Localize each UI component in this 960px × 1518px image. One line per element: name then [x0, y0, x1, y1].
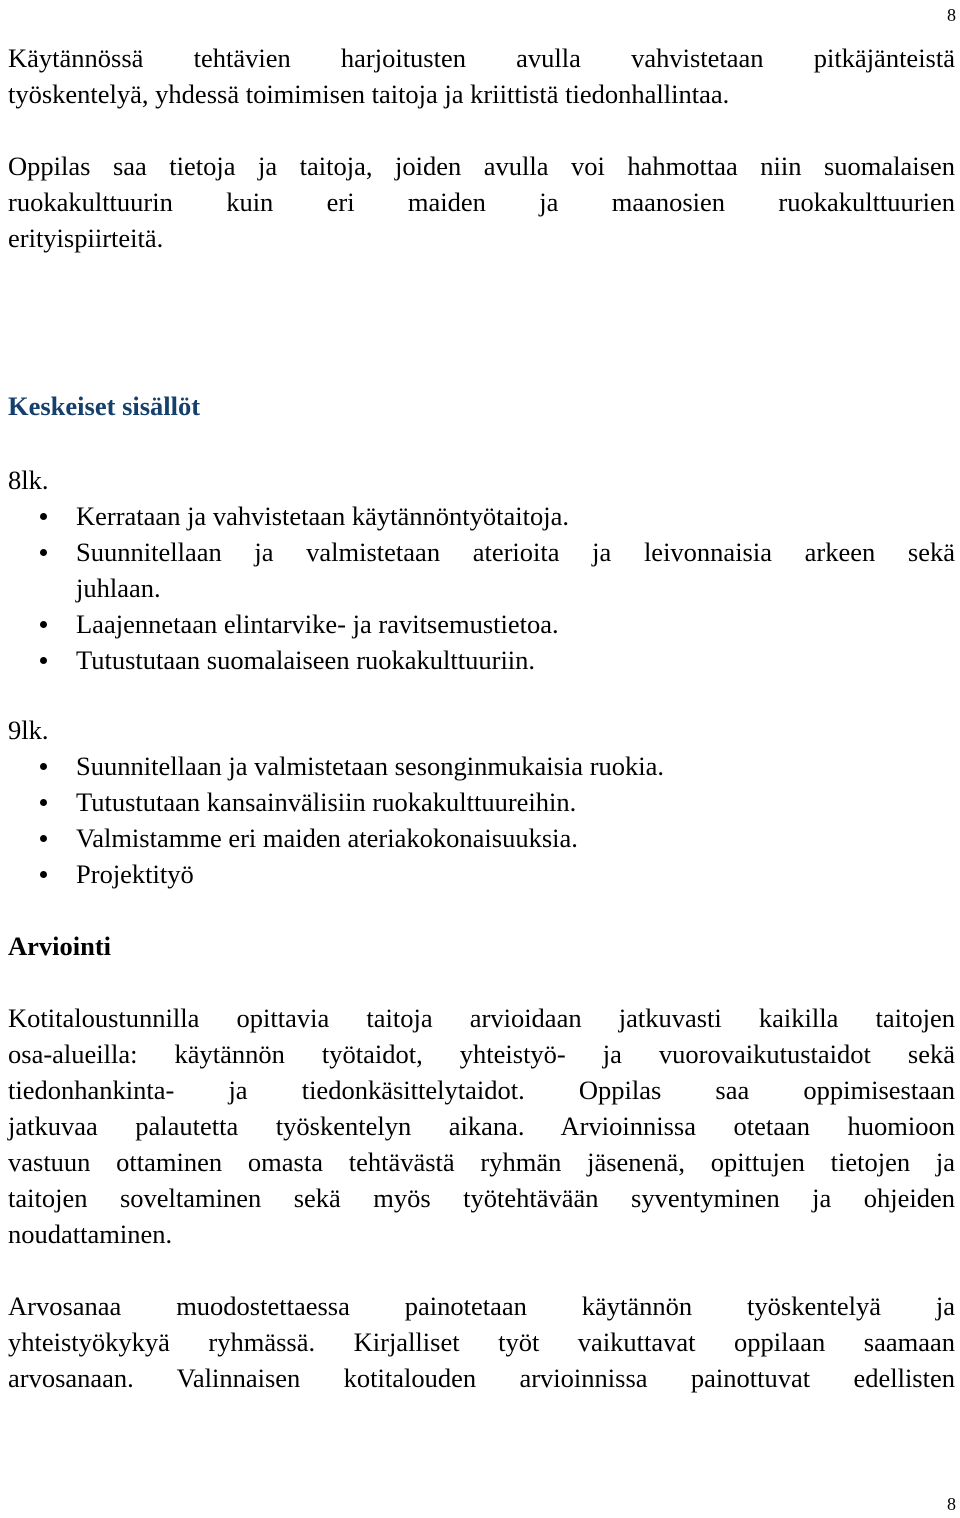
text-line: vastuun ottaminen omasta tehtävästä ryhmän jäsenenä, opittujen tietojen ja: [8, 1147, 955, 1177]
text-line: Kotitaloustunnilla opittavia taitoja arvioidaan jatkuvasti kaikilla taitojen: [8, 1003, 955, 1033]
intro-paragraph-1: [8, 40, 955, 112]
text-line: työskentelyä, yhdessä toimimisen taitoja ja kriittistä tiedonhallintaa.: [8, 79, 730, 109]
list-item-text: Suunnitellaan ja valmistetaan aterioita ja leivonnaisia arkeen sekä: [76, 537, 955, 567]
bullet-icon: [40, 871, 47, 878]
text-line: osa-alueilla: käytännön työtaidot, yhteistyö- ja vuorovaikutustaidot sekä: [8, 1039, 955, 1069]
list-item-text: Tutustutaan suomalaiseen ruokakulttuuriin.: [76, 645, 536, 675]
grade9-list: [8, 748, 955, 892]
bullet-icon: [40, 657, 47, 664]
grade9-label: 9lk.: [8, 715, 49, 745]
list-item: [8, 534, 955, 606]
text-line: erityispiirteitä.: [8, 223, 164, 253]
list-item: [8, 784, 955, 820]
arviointi-heading: Arviointi: [8, 931, 112, 961]
arviointi-paragraph-1: [8, 1000, 955, 1252]
text-line: yhteistyökykyä ryhmässä. Kirjalliset työt vaikuttavat oppilaan saamaan: [8, 1327, 955, 1357]
list-item: [8, 642, 955, 678]
list-item-text: Valmistamme eri maiden ateriakokonaisuuksia.: [76, 823, 578, 853]
arviointi-paragraph-2: [8, 1288, 955, 1396]
text-line: taitojen soveltaminen sekä myös työtehtävään syventyminen ja ohjeiden: [8, 1183, 955, 1213]
text-line: noudattaminen.: [8, 1219, 173, 1249]
list-item: [8, 606, 955, 642]
bullet-icon: [40, 549, 47, 556]
page-number-top: 8: [947, 5, 956, 25]
list-item: [8, 748, 955, 784]
bullet-icon: [40, 763, 47, 770]
list-item: [8, 820, 955, 856]
list-item-text: Kerrataan ja vahvistetaan käytännöntyötaitoja.: [76, 501, 569, 531]
text-line: arvosanaan. Valinnaisen kotitalouden arvioinnissa painottuvat edellisten: [8, 1363, 955, 1393]
text-line: jatkuvaa palautetta työskentelyn aikana. Arvioinnissa otetaan huomioon: [8, 1111, 955, 1141]
text-line: Käytännössä tehtävien harjoitusten avulla vahvistetaan pitkäjänteistä: [8, 43, 955, 73]
list-item-text: Laajennetaan elintarvike- ja ravitsemustietoa.: [76, 609, 559, 639]
text-line: Oppilas saa tietoja ja taitoja, joiden avulla voi hahmottaa niin suomalaisen: [8, 151, 955, 181]
document-body: [8, 40, 955, 1396]
bullet-icon: [40, 621, 47, 628]
page-number-bottom: 8: [947, 1494, 956, 1514]
list-item-text: Suunnitellaan ja valmistetaan sesonginmukaisia ruokia.: [76, 751, 665, 781]
keskeiset-heading: Keskeiset sisällöt: [8, 391, 201, 421]
list-item-text: Tutustutaan kansainvälisiin ruokakulttuureihin.: [76, 787, 577, 817]
list-item-text: juhlaan.: [76, 573, 161, 603]
text-line: Arvosanaa muodostettaessa painotetaan käytännön työskentelyä ja: [8, 1291, 955, 1321]
bullet-icon: [40, 799, 47, 806]
bullet-icon: [40, 835, 47, 842]
intro-paragraph-2: [8, 148, 955, 256]
grade8-list: [8, 498, 955, 678]
bullet-icon: [40, 513, 47, 520]
grade8-label: 8lk.: [8, 465, 49, 495]
list-item-text: Projektityö: [76, 859, 194, 889]
text-line: ruokakulttuurin kuin eri maiden ja maanosien ruokakulttuurien: [8, 187, 955, 217]
list-item: [8, 856, 955, 892]
list-item: [8, 498, 955, 534]
text-line: tiedonhankinta- ja tiedonkäsittelytaidot. Oppilas saa oppimisestaan: [8, 1075, 955, 1105]
